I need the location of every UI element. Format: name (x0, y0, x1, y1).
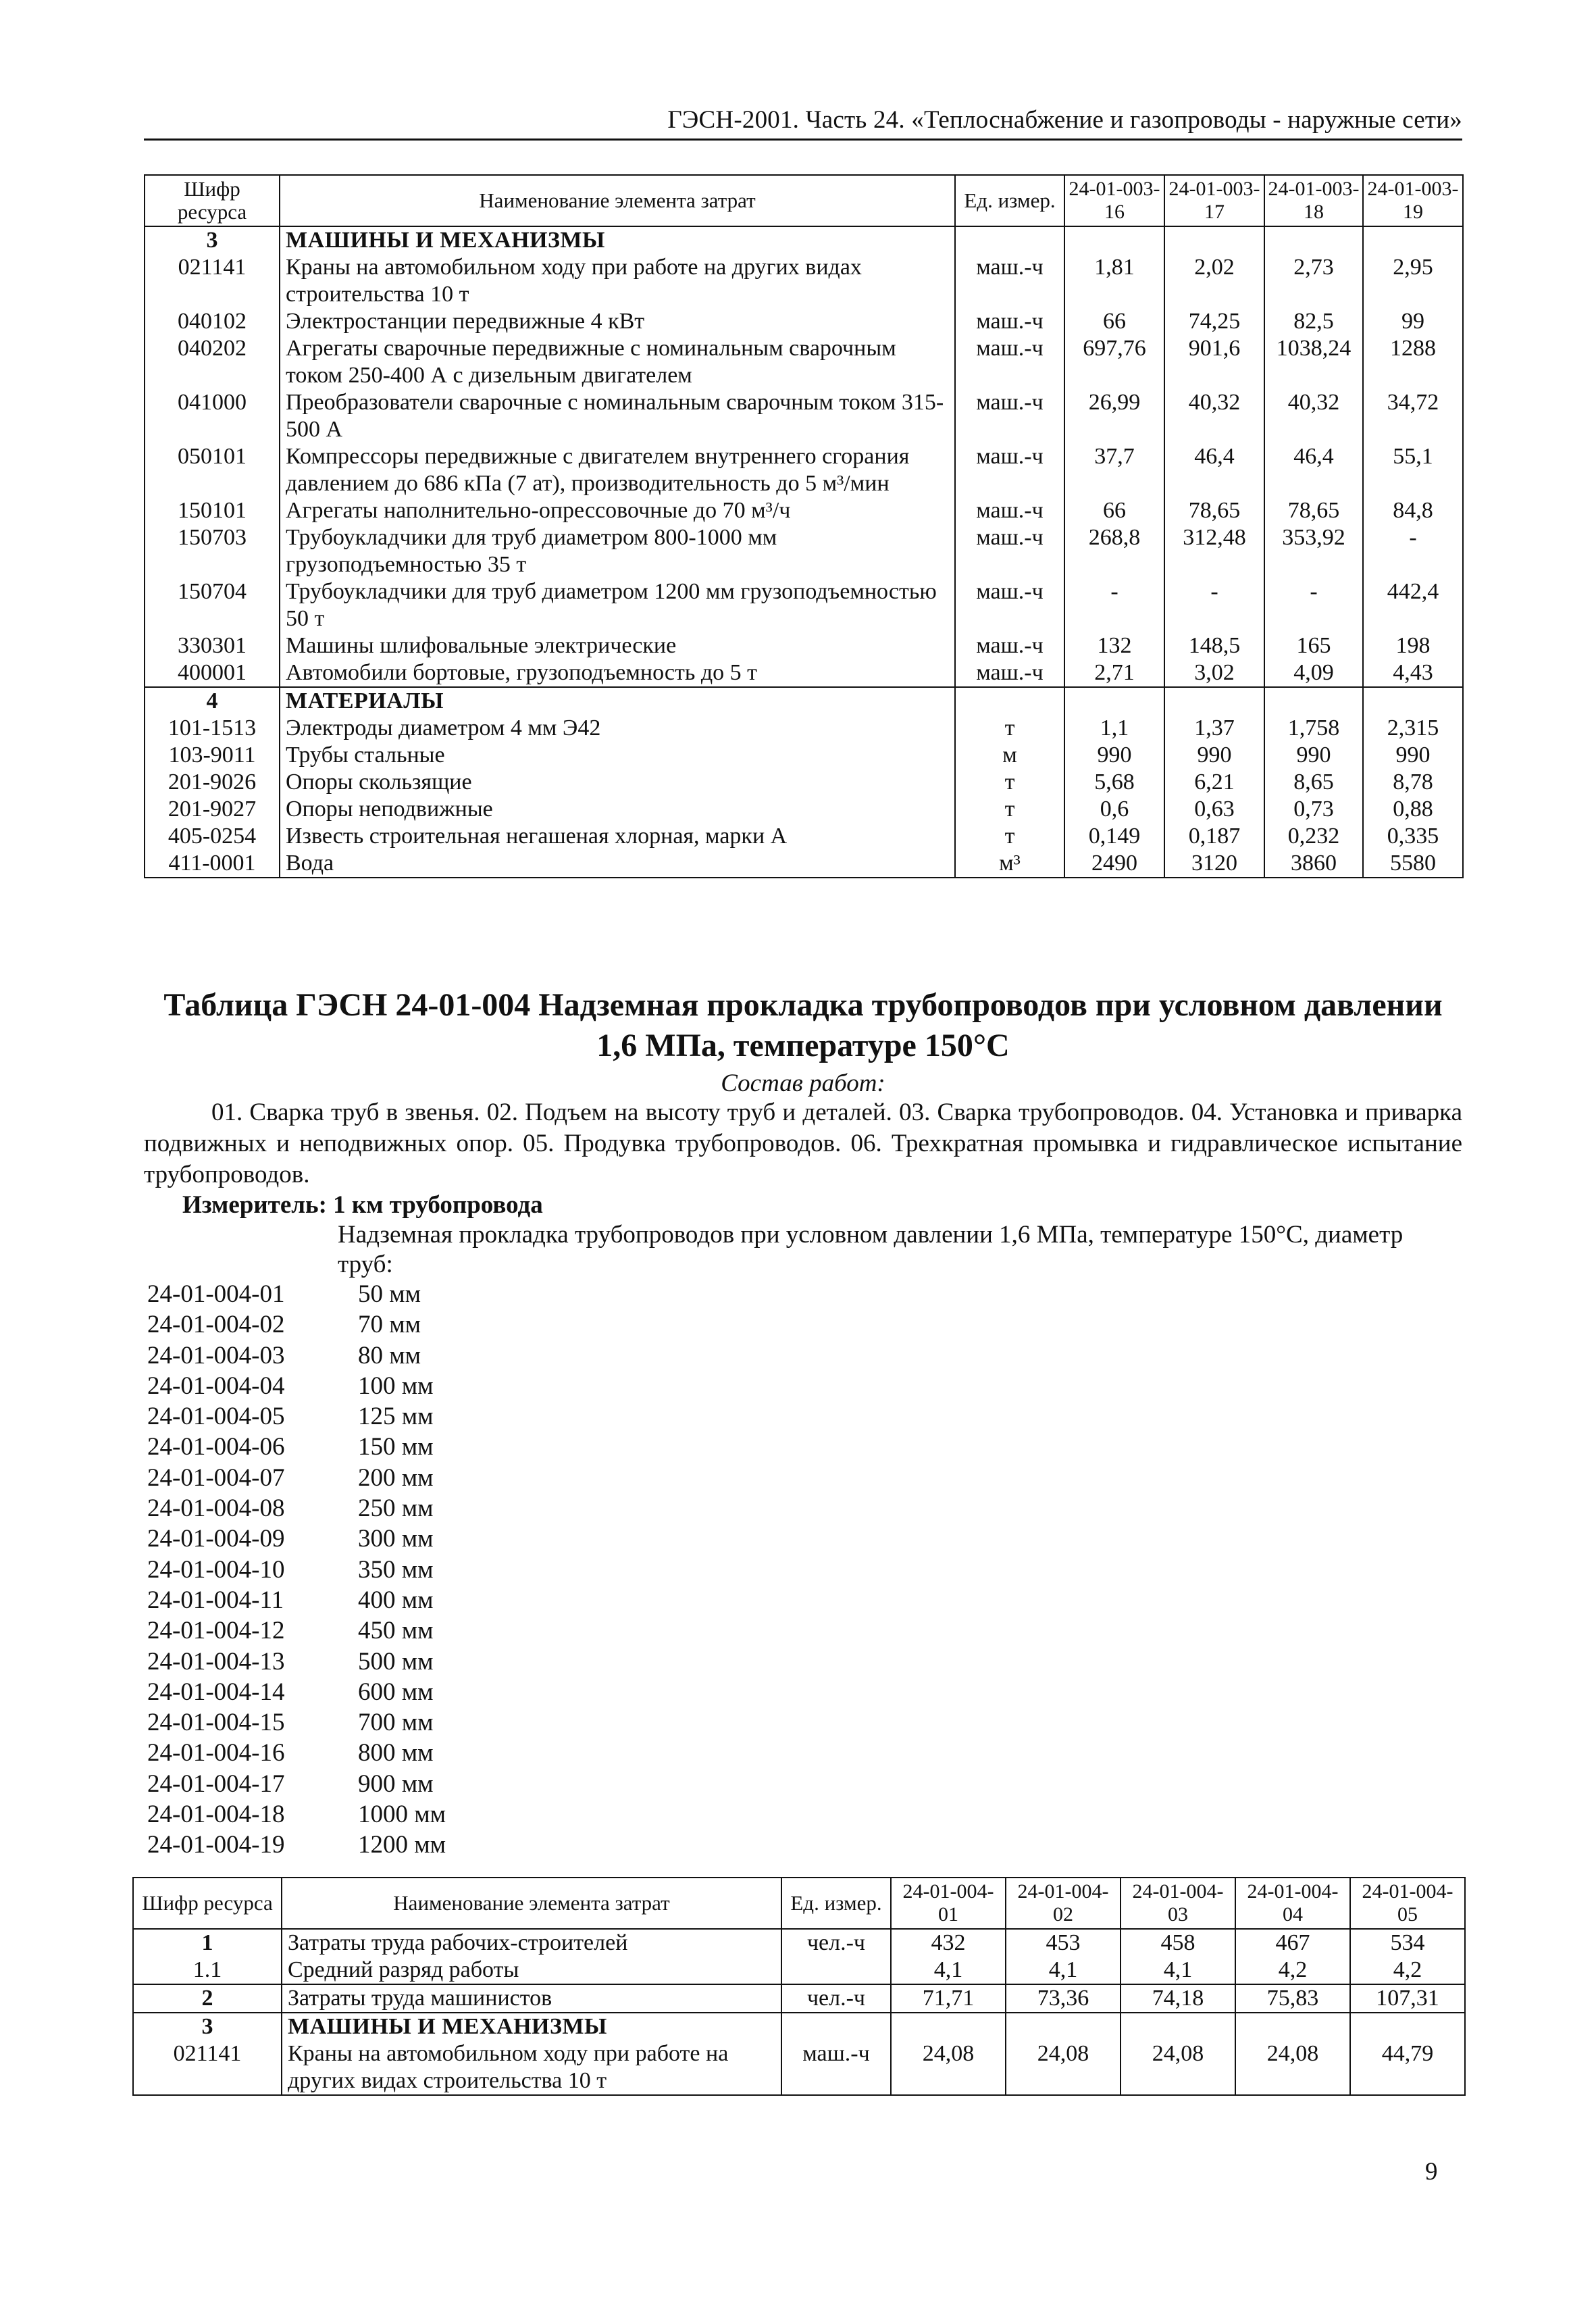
resource-value: - (1264, 578, 1363, 632)
variant-diameter: 300 мм (358, 1525, 434, 1553)
resource-code: 405-0254 (145, 823, 280, 850)
resource-value: 5580 (1363, 850, 1463, 878)
resource-code: 040202 (145, 335, 280, 389)
resource-value: 312,48 (1164, 524, 1264, 578)
variant-diameter: 125 мм (358, 1403, 434, 1431)
header-column: 24-01-004-04 (1235, 1878, 1350, 1929)
table-row (145, 850, 1463, 878)
table-row (145, 715, 1463, 742)
resource-name: МАШИНЫ И МЕХАНИЗМЫ (282, 2013, 781, 2040)
resource-value: 458 (1121, 1929, 1235, 1957)
resource-unit: маш.-ч (955, 578, 1064, 632)
table-row (145, 823, 1463, 850)
resource-code: 050101 (145, 443, 280, 497)
variant-code: 24-01-004-17 (147, 1769, 285, 1798)
variant-code: 24-01-004-16 (147, 1739, 285, 1767)
header-column: 24-01-003-17 (1164, 175, 1264, 226)
resource-name: Опоры скользящие (280, 769, 955, 796)
resource-unit: маш.-ч (781, 2040, 891, 2095)
resource-value: 132 (1064, 632, 1164, 659)
table-row (145, 769, 1463, 796)
resource-value: 5,68 (1064, 769, 1164, 796)
resource-value: 0,63 (1164, 796, 1264, 823)
resource-name: Краны на автомобильном ходу при работе на других видах строительства 10 т (282, 2040, 781, 2095)
resource-unit: м³ (955, 850, 1064, 878)
resource-value: 40,32 (1164, 389, 1264, 443)
resource-unit: маш.-ч (955, 497, 1064, 524)
resource-value: 1,758 (1264, 715, 1363, 742)
variant-diameter: 700 мм (358, 1709, 434, 1737)
table-body (133, 1929, 1465, 2095)
resource-value: 0,187 (1164, 823, 1264, 850)
empty-cell (1363, 226, 1463, 254)
resource-code: 040102 (145, 308, 280, 335)
resource-value: 74,18 (1121, 1984, 1235, 2013)
resource-value: 0,88 (1363, 796, 1463, 823)
section-title-cell: МАШИНЫ И МЕХАНИЗМЫ (280, 226, 955, 254)
header-column: 24-01-004-01 (891, 1878, 1006, 1929)
variant-code: 24-01-004-07 (147, 1463, 285, 1492)
resource-value: 4,1 (891, 1957, 1006, 1984)
resource-value: 148,5 (1164, 632, 1264, 659)
resource-name: Трубы стальные (280, 742, 955, 769)
resource-unit: маш.-ч (955, 308, 1064, 335)
variant-code: 24-01-004-08 (147, 1494, 285, 1523)
variant-row (147, 1646, 446, 1677)
variant-diameter: 1200 мм (358, 1831, 446, 1859)
resource-unit (781, 1957, 891, 1984)
variant-diameter: 600 мм (358, 1678, 434, 1706)
resource-value: - (1064, 578, 1164, 632)
section-number: 4 (145, 687, 280, 715)
resource-unit: чел.-ч (781, 1984, 891, 2013)
resource-value: 6,21 (1164, 769, 1264, 796)
resource-name: Машины шлифовальные электрические (280, 632, 955, 659)
variant-code: 24-01-004-09 (147, 1525, 285, 1553)
section-title-cell: МАТЕРИАЛЫ (280, 687, 955, 715)
resource-value: 534 (1350, 1929, 1465, 1957)
resource-name: Компрессоры передвижные с двигателем внутреннего сгорания давлением до 686 кПа (7 ат), производительность до 5 м³/мин (280, 443, 955, 497)
resource-code: 330301 (145, 632, 280, 659)
header-unit: Ед. измер. (781, 1878, 891, 1929)
variant-code: 24-01-004-05 (147, 1403, 285, 1431)
resource-value: 55,1 (1363, 443, 1463, 497)
header-column: 24-01-004-02 (1006, 1878, 1121, 1929)
variant-diameter: 70 мм (358, 1311, 421, 1339)
resource-code: 101-1513 (145, 715, 280, 742)
table-row (145, 742, 1463, 769)
variant-diameter: 200 мм (358, 1463, 434, 1492)
resource-value: 0,149 (1064, 823, 1164, 850)
variant-diameter: 1000 мм (358, 1801, 446, 1829)
variant-code: 24-01-004-01 (147, 1280, 285, 1308)
variant-row (147, 1799, 446, 1830)
resource-value: 165 (1264, 632, 1363, 659)
table-row (145, 443, 1463, 497)
resource-value: 442,4 (1363, 578, 1463, 632)
resource-unit: маш.-ч (955, 254, 1064, 308)
variant-code: 24-01-004-18 (147, 1801, 285, 1829)
resource-value (1350, 2013, 1465, 2040)
resource-value: 0,73 (1264, 796, 1363, 823)
resource-unit: маш.-ч (955, 632, 1064, 659)
resource-value: 1,1 (1064, 715, 1164, 742)
variant-diameter: 80 мм (358, 1341, 421, 1369)
section-title-line: Таблица ГЭСН 24-01-004 Надземная прокладка трубопроводов при условном давлении (163, 987, 1443, 1023)
resource-code: 1 (133, 1929, 282, 1957)
variant-row (147, 1769, 446, 1799)
resource-table-003 (144, 174, 1464, 878)
section-title (144, 985, 1462, 1066)
empty-cell (1064, 687, 1164, 715)
variant-diameter: 100 мм (358, 1372, 434, 1400)
variant-diameter: 450 мм (358, 1617, 434, 1645)
variant-row (147, 1279, 446, 1309)
resource-value: - (1363, 524, 1463, 578)
variant-diameter: 900 мм (358, 1769, 434, 1798)
resource-value: 73,36 (1006, 1984, 1121, 2013)
resource-value: 990 (1164, 742, 1264, 769)
resource-unit: т (955, 796, 1064, 823)
table-row (145, 632, 1463, 659)
section-row (145, 687, 1463, 715)
variant-diameter: 800 мм (358, 1739, 434, 1767)
resource-value (1121, 2013, 1235, 2040)
resource-value: - (1164, 578, 1264, 632)
resource-name: Вода (280, 850, 955, 878)
resource-code: 150704 (145, 578, 280, 632)
resource-unit: маш.-ч (955, 659, 1064, 687)
work-heading: Состав работ: (721, 1070, 885, 1097)
resource-value: 40,32 (1264, 389, 1363, 443)
resource-value: 71,71 (891, 1984, 1006, 2013)
variant-code: 24-01-004-06 (147, 1433, 285, 1461)
variant-row (147, 1493, 446, 1524)
variant-code: 24-01-004-02 (147, 1311, 285, 1339)
section-number: 3 (145, 226, 280, 254)
table-row (133, 2013, 1465, 2040)
resource-value: 3120 (1164, 850, 1264, 878)
resource-code: 400001 (145, 659, 280, 687)
resource-value: 46,4 (1264, 443, 1363, 497)
variant-code: 24-01-004-11 (147, 1586, 284, 1614)
resource-value: 4,43 (1363, 659, 1463, 687)
resource-value: 3860 (1264, 850, 1363, 878)
resource-name: Известь строительная негашеная хлорная, марки А (280, 823, 955, 850)
table-row (133, 1957, 1465, 1984)
page-number: 9 (1425, 2158, 1438, 2186)
section-row (145, 226, 1463, 254)
resource-code: 201-9026 (145, 769, 280, 796)
resource-value: 453 (1006, 1929, 1121, 1957)
resource-code: 150101 (145, 497, 280, 524)
resource-unit: чел.-ч (781, 1929, 891, 1957)
variant-row (147, 1401, 446, 1432)
resource-code: 201-9027 (145, 796, 280, 823)
variant-code: 24-01-004-15 (147, 1709, 285, 1737)
header-unit: Ед. измер. (955, 175, 1064, 226)
resource-value: 8,78 (1363, 769, 1463, 796)
resource-value: 1038,24 (1264, 335, 1363, 389)
empty-cell (1264, 226, 1363, 254)
resource-table-004 (132, 1877, 1466, 2096)
resource-name: Электроды диаметром 4 мм Э42 (280, 715, 955, 742)
resource-value: 82,5 (1264, 308, 1363, 335)
resource-code: 041000 (145, 389, 280, 443)
resource-name: Трубоукладчики для труб диаметром 1200 мм грузоподъемностью 50 т (280, 578, 955, 632)
resource-value: 66 (1064, 308, 1164, 335)
table-row (145, 254, 1463, 308)
header-code: Шифр ресурса (145, 175, 280, 226)
table-row (145, 796, 1463, 823)
resource-value: 901,6 (1164, 335, 1264, 389)
table-body (145, 226, 1463, 878)
header-code: Шифр ресурса (133, 1878, 282, 1929)
variant-row (147, 1707, 446, 1738)
resource-value: 990 (1264, 742, 1363, 769)
resource-value: 2490 (1064, 850, 1164, 878)
resource-value: 8,65 (1264, 769, 1363, 796)
resource-value: 1,81 (1064, 254, 1164, 308)
variant-code: 24-01-004-13 (147, 1647, 285, 1676)
resource-value: 990 (1363, 742, 1463, 769)
running-header: ГЭСН-2001. Часть 24. «Теплоснабжение и газопроводы - наружные сети» (144, 105, 1462, 141)
table-row (145, 659, 1463, 687)
resource-value: 4,09 (1264, 659, 1363, 687)
resource-value: 74,25 (1164, 308, 1264, 335)
resource-name: Агрегаты сварочные передвижные с номинальным сварочным током 250-400 А с дизельным двигателем (280, 335, 955, 389)
variant-row (147, 1615, 446, 1646)
resource-name: Затраты труда машинистов (282, 1984, 781, 2013)
resource-value: 4,2 (1235, 1957, 1350, 1984)
variant-row (147, 1585, 446, 1615)
variant-row (147, 1830, 446, 1860)
variants-intro: Надземная прокладка трубопроводов при условном давлении 1,6 МПа, температуре 150°С, диаметр труб: (338, 1221, 1404, 1278)
empty-cell (1064, 226, 1164, 254)
variant-row (147, 1309, 446, 1340)
resource-value: 697,76 (1064, 335, 1164, 389)
variant-row (147, 1738, 446, 1768)
resource-value: 467 (1235, 1929, 1350, 1957)
resource-value: 0,335 (1363, 823, 1463, 850)
header-column: 24-01-003-16 (1064, 175, 1164, 226)
measure-unit: Измеритель: 1 км трубопровода (182, 1191, 543, 1219)
resource-value: 268,8 (1064, 524, 1164, 578)
variant-code: 24-01-004-03 (147, 1341, 285, 1369)
variant-code: 24-01-004-14 (147, 1678, 285, 1706)
variant-diameter: 350 мм (358, 1555, 434, 1584)
resource-code: 021141 (145, 254, 280, 308)
resource-unit (781, 2013, 891, 2040)
resource-value: 2,315 (1363, 715, 1463, 742)
resource-name: Краны на автомобильном ходу при работе на других видах строительства 10 т (280, 254, 955, 308)
resource-code: 1.1 (133, 1957, 282, 1984)
variant-row (147, 1432, 446, 1462)
variant-row (147, 1524, 446, 1554)
header-column: 24-01-004-05 (1350, 1878, 1465, 1929)
resource-value: 2,02 (1164, 254, 1264, 308)
work-description: 01. Сварка труб в звенья. 02. Подъем на высоту труб и деталей. 03. Сварка трубопроводов. 04. Установка и приварка подвижных и неподвижных опор. 05. Продувка трубопроводов. 06. Трехкратная промывка и гидравлическое испытание трубопроводов. (144, 1099, 1462, 1188)
resource-value: 1,37 (1164, 715, 1264, 742)
resource-value (1006, 2013, 1121, 2040)
header-column: 24-01-004-03 (1121, 1878, 1235, 1929)
variant-diameter: 150 мм (358, 1433, 434, 1461)
resource-value: 990 (1064, 742, 1164, 769)
resource-value (1235, 2013, 1350, 2040)
resource-value: 78,65 (1264, 497, 1363, 524)
resource-name: Преобразователи сварочные с номинальным сварочным током 315-500 А (280, 389, 955, 443)
header-name: Наименование элемента затрат (282, 1878, 781, 1929)
table-row (145, 308, 1463, 335)
resource-unit: маш.-ч (955, 443, 1064, 497)
resource-value: 37,7 (1064, 443, 1164, 497)
variant-diameter: 250 мм (358, 1494, 434, 1523)
resource-value: 2,95 (1363, 254, 1463, 308)
resource-name: Электростанции передвижные 4 кВт (280, 308, 955, 335)
resource-value: 3,02 (1164, 659, 1264, 687)
variant-code: 24-01-004-19 (147, 1831, 285, 1859)
resource-code: 021141 (133, 2040, 282, 2095)
resource-code: 411-0001 (145, 850, 280, 878)
empty-cell (955, 687, 1064, 715)
variant-row (147, 1340, 446, 1371)
resource-value: 24,08 (1121, 2040, 1235, 2095)
resource-value: 99 (1363, 308, 1463, 335)
resource-value: 198 (1363, 632, 1463, 659)
table-row (145, 335, 1463, 389)
resource-unit: маш.-ч (955, 524, 1064, 578)
resource-value: 34,72 (1363, 389, 1463, 443)
resource-value: 432 (891, 1929, 1006, 1957)
variant-row (147, 1677, 446, 1707)
resource-value: 78,65 (1164, 497, 1264, 524)
resource-unit: т (955, 769, 1064, 796)
variant-row (147, 1555, 446, 1585)
variant-code: 24-01-004-12 (147, 1617, 285, 1645)
resource-value: 24,08 (1006, 2040, 1121, 2095)
resource-unit: маш.-ч (955, 335, 1064, 389)
empty-cell (1164, 226, 1264, 254)
resource-value: 26,99 (1064, 389, 1164, 443)
resource-name: Затраты труда рабочих-строителей (282, 1929, 781, 1957)
resource-name: Средний разряд работы (282, 1957, 781, 1984)
variant-diameter: 500 мм (358, 1647, 434, 1676)
variant-diameter: 400 мм (358, 1586, 434, 1614)
resource-code: 3 (133, 2013, 282, 2040)
variants-list (147, 1279, 446, 1861)
table-row (145, 497, 1463, 524)
table-row (133, 1929, 1465, 1957)
resource-code: 2 (133, 1984, 282, 2013)
resource-value: 0,6 (1064, 796, 1164, 823)
resource-value: 2,71 (1064, 659, 1164, 687)
empty-cell (1363, 687, 1463, 715)
resource-value: 4,1 (1006, 1957, 1121, 1984)
empty-cell (1264, 687, 1363, 715)
empty-cell (1164, 687, 1264, 715)
resource-unit: т (955, 823, 1064, 850)
resource-code: 150703 (145, 524, 280, 578)
resource-value: 46,4 (1164, 443, 1264, 497)
header-column: 24-01-003-18 (1264, 175, 1363, 226)
section-title-line: 1,6 МПа, температуре 150°С (596, 1028, 1010, 1063)
resource-value: 44,79 (1350, 2040, 1465, 2095)
variant-row (147, 1371, 446, 1401)
variant-diameter: 50 мм (358, 1280, 421, 1308)
resource-value: 0,232 (1264, 823, 1363, 850)
resource-name: Опоры неподвижные (280, 796, 955, 823)
header-name: Наименование элемента затрат (280, 175, 955, 226)
resource-value (891, 2013, 1006, 2040)
empty-cell (955, 226, 1064, 254)
table-row (145, 524, 1463, 578)
table-row (133, 2040, 1465, 2095)
resource-value: 4,2 (1350, 1957, 1465, 1984)
resource-value: 84,8 (1363, 497, 1463, 524)
header-column: 24-01-003-19 (1363, 175, 1463, 226)
resource-name: Автомобили бортовые, грузоподъемность до 5 т (280, 659, 955, 687)
resource-code: 103-9011 (145, 742, 280, 769)
resource-value: 353,92 (1264, 524, 1363, 578)
variant-row (147, 1463, 446, 1493)
resource-name: Трубоукладчики для труб диаметром 800-1000 мм грузоподъемностью 35 т (280, 524, 955, 578)
variant-code: 24-01-004-10 (147, 1555, 285, 1584)
resource-unit: т (955, 715, 1064, 742)
table-row (145, 389, 1463, 443)
resource-value: 24,08 (891, 2040, 1006, 2095)
resource-unit: маш.-ч (955, 389, 1064, 443)
table-row (145, 578, 1463, 632)
resource-value: 2,73 (1264, 254, 1363, 308)
variant-code: 24-01-004-04 (147, 1372, 285, 1400)
resource-value: 4,1 (1121, 1957, 1235, 1984)
resource-value: 1288 (1363, 335, 1463, 389)
resource-name: Агрегаты наполнительно-опрессовочные до 70 м³/ч (280, 497, 955, 524)
resource-unit: м (955, 742, 1064, 769)
resource-value: 66 (1064, 497, 1164, 524)
table-row (133, 1984, 1465, 2013)
resource-value: 107,31 (1350, 1984, 1465, 2013)
resource-value: 75,83 (1235, 1984, 1350, 2013)
resource-value: 24,08 (1235, 2040, 1350, 2095)
